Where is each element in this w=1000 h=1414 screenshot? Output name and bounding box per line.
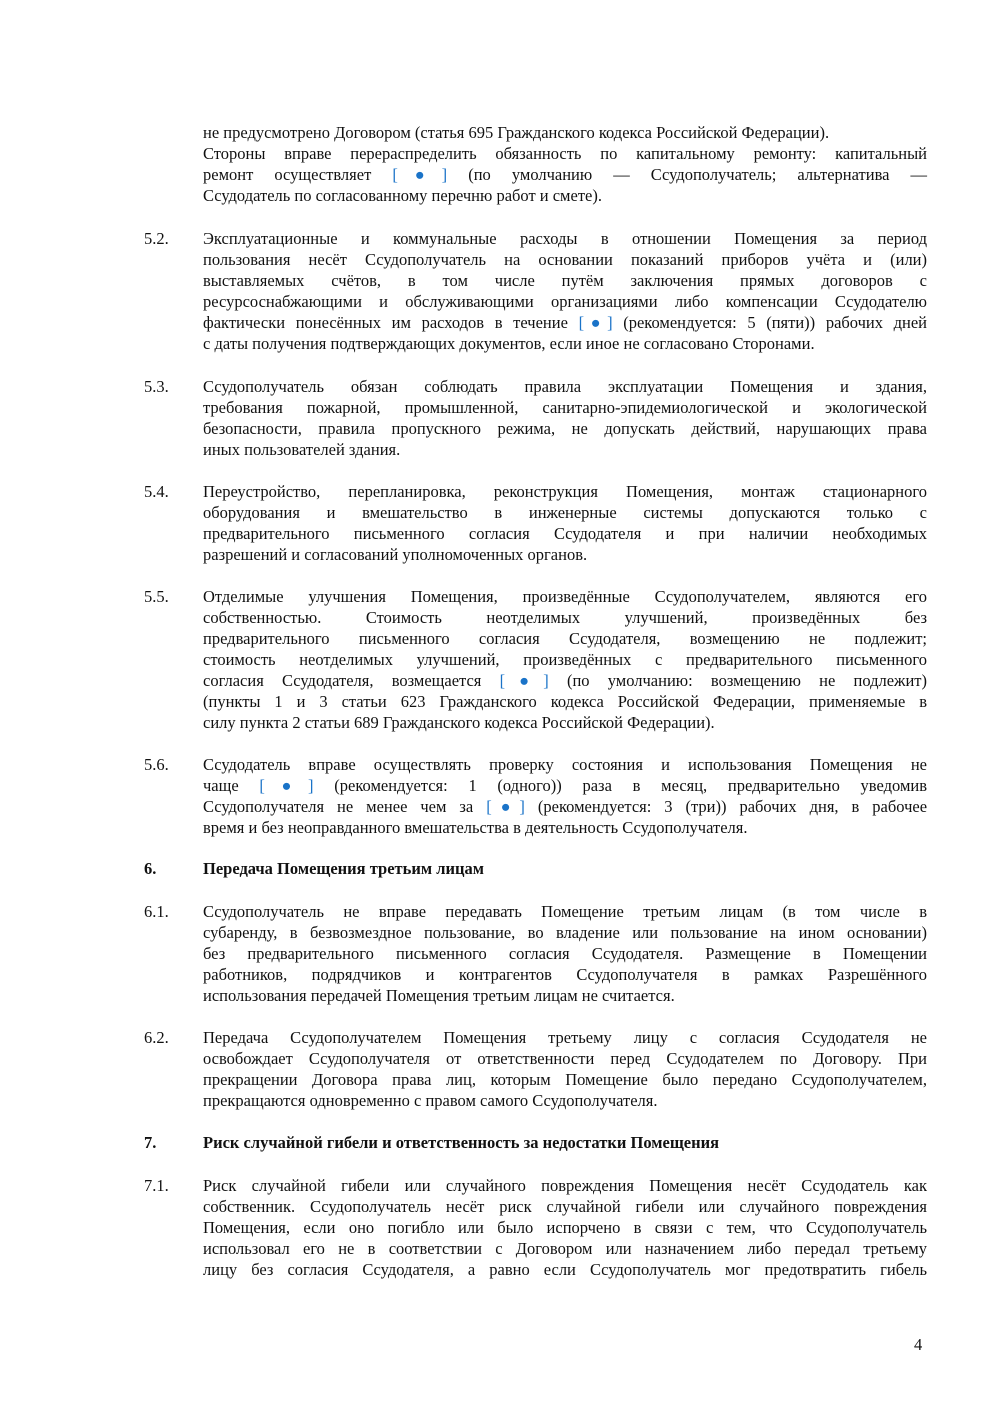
clause-number: 6.1.	[144, 902, 169, 921]
text-line: лицу без согласия Ссудодателя, а равно если Ссудополучатель мог предотвратить гибель	[203, 1260, 927, 1279]
placeholder-mark: [●]	[578, 313, 613, 332]
text-line: Ссудодатель по согласованному перечню работ и смете).	[203, 186, 602, 205]
text-line: Переустройство, перепланировка, реконструкция Помещения, монтаж стационарного	[203, 482, 927, 501]
paragraph-5-2	[203, 228, 927, 354]
paragraph-5-3	[203, 376, 927, 460]
text-line: Отделимые улучшения Помещения, произведённые Ссудополучателем, являются его	[203, 587, 927, 606]
text-line: Ссудополучатель обязан соблюдать правила эксплуатации Помещения и здания,	[203, 377, 927, 396]
text-line: Ссудополучатель не вправе передавать Помещение третьим лицам (в том числе в	[203, 902, 927, 921]
text-line: пользования несёт Ссудополучатель на основании показаний приборов учёта и (или)	[203, 250, 927, 269]
text-line: ремонт осуществляет [●] (по умолчанию — Ссудополучатель; альтернатива —	[203, 165, 928, 184]
text-line: время и без неоправданного вмешательства в деятельность Ссудополучателя.	[203, 818, 748, 837]
placeholder-mark: [●]	[392, 165, 448, 184]
paragraph-7-1	[203, 1175, 927, 1280]
text-line: фактически понесённых им расходов в течение [●] (рекомендуется: 5 (пяти)) рабочих дней	[203, 313, 928, 332]
text-line: Стороны вправе перераспределить обязанность по капитальному ремонту: капитальный	[203, 144, 927, 163]
clause-number: 6.2.	[144, 1028, 169, 1047]
text-line: ресурсоснабжающими и обслуживающими организациями либо компенсации Ссудодателю	[203, 292, 927, 311]
paragraph-5-1-continuation	[203, 122, 927, 206]
text-line: стоимость неотделимых улучшений, произведённых с предварительного письменного	[203, 650, 927, 669]
placeholder-mark: [●]	[499, 671, 549, 690]
clause-number: 5.6.	[144, 755, 169, 774]
text-line: чаще [●] (рекомендуется: 1 (одного)) раза в месяц, предварительно уведомив	[203, 776, 928, 795]
text-line: прекращаются одновременно с правом самого Ссудополучателя.	[203, 1091, 658, 1110]
text-line: прекращении Договора права лиц, которым Помещение было передано Ссудополучателем,	[203, 1070, 927, 1089]
text-line: Риск случайной гибели или случайного повреждения Помещения несёт Ссудодатель как	[203, 1176, 927, 1195]
text-line: выставляемых счётов, в том числе путём заключения прямых договоров с	[203, 271, 927, 290]
text-line: без предварительного письменного согласия Ссудодателя. Размещение в Помещении	[203, 944, 927, 963]
text-line: освобождает Ссудополучателя от ответственности перед Ссудодателем по Договору. При	[203, 1049, 927, 1068]
clause-number: 7.1.	[144, 1176, 169, 1195]
section-number: 6.	[144, 859, 157, 878]
text-line: согласия Ссудодателя, возмещается [●] (по умолчанию: возмещению не подлежит)	[203, 671, 927, 690]
clause-number: 5.3.	[144, 377, 169, 396]
section-heading: Передача Помещения третьим лицам	[203, 859, 484, 878]
text-line: оборудования и вмешательство в инженерные системы допускаются только с	[203, 503, 927, 522]
section-number: 7.	[144, 1133, 157, 1152]
paragraph-6-1	[203, 901, 927, 1006]
text-line: Ссудополучателя не менее чем за [●] (рекомендуется: 3 (три)) рабочих дня, в рабочее	[203, 797, 928, 816]
text-line: субаренду, в безвозмездное пользование, во владение или пользование на ином основании)	[203, 923, 927, 942]
paragraph-6-2	[203, 1027, 927, 1111]
placeholder-mark: [●]	[486, 797, 525, 816]
text-line: с даты получения подтверждающих документов, если иное не согласовано Сторонами.	[203, 334, 815, 353]
text-line: Передача Ссудополучателем Помещения третьему лицу с согласия Ссудодателя не	[203, 1028, 927, 1047]
text-line: требования пожарной, промышленной, санитарно-эпидемиологической и экологической	[203, 398, 927, 417]
paragraph-5-4	[203, 481, 927, 565]
text-line: безопасности, правила пропускного режима, не допускать действий, нарушающих права	[203, 419, 927, 438]
text-line: разрешений и согласований уполномоченных органов.	[203, 545, 588, 564]
text-line: использовал его не в соответствии с Договором или назначением либо передал третьему	[203, 1239, 927, 1258]
paragraph-5-6	[203, 754, 927, 838]
clause-number: 5.5.	[144, 587, 169, 606]
text-line: иных пользователей здания.	[203, 440, 401, 459]
text-line: силу пункта 2 статьи 689 Гражданского кодекса Российской Федерации).	[203, 713, 715, 732]
text-line: Помещения, если оно погибло или было испорчено в связи с тем, что Ссудополучатель	[203, 1218, 927, 1237]
placeholder-mark: [●]	[259, 776, 314, 795]
text-line: работников, подрядчиков и контрагентов Ссудополучателя в рамках Разрешённого	[203, 965, 927, 984]
paragraph-5-5	[203, 586, 927, 733]
clause-number: 5.4.	[144, 482, 169, 501]
section-heading: Риск случайной гибели и ответственность за недостатки Помещения	[203, 1133, 720, 1152]
text-line: собственник. Ссудополучатель несёт риск случайной гибели или случайного повреждения	[203, 1197, 927, 1216]
text-line: предварительного письменного согласия Ссудодателя, возмещению не подлежит;	[203, 629, 927, 648]
text-line: Эксплуатационные и коммунальные расходы в отношении Помещения за период	[203, 229, 927, 248]
page-number: 4	[914, 1335, 923, 1354]
text-line: собственностью. Стоимость неотделимых улучшений, произведённых без	[203, 608, 927, 627]
text-line: Ссудодатель вправе осуществлять проверку состояния и использования Помещения не	[203, 755, 927, 774]
text-line: не предусмотрено Договором (статья 695 Гражданского кодекса Российской Федерации).	[203, 123, 830, 142]
clause-number: 5.2.	[144, 229, 169, 248]
text-line: (пункты 1 и 3 статьи 623 Гражданского кодекса Российской Федерации, применяемые в	[203, 692, 927, 711]
text-line: использования передачей Помещения третьим лицам не считается.	[203, 986, 675, 1005]
text-line: предварительного письменного согласия Ссудодателя и при наличии необходимых	[203, 524, 927, 543]
